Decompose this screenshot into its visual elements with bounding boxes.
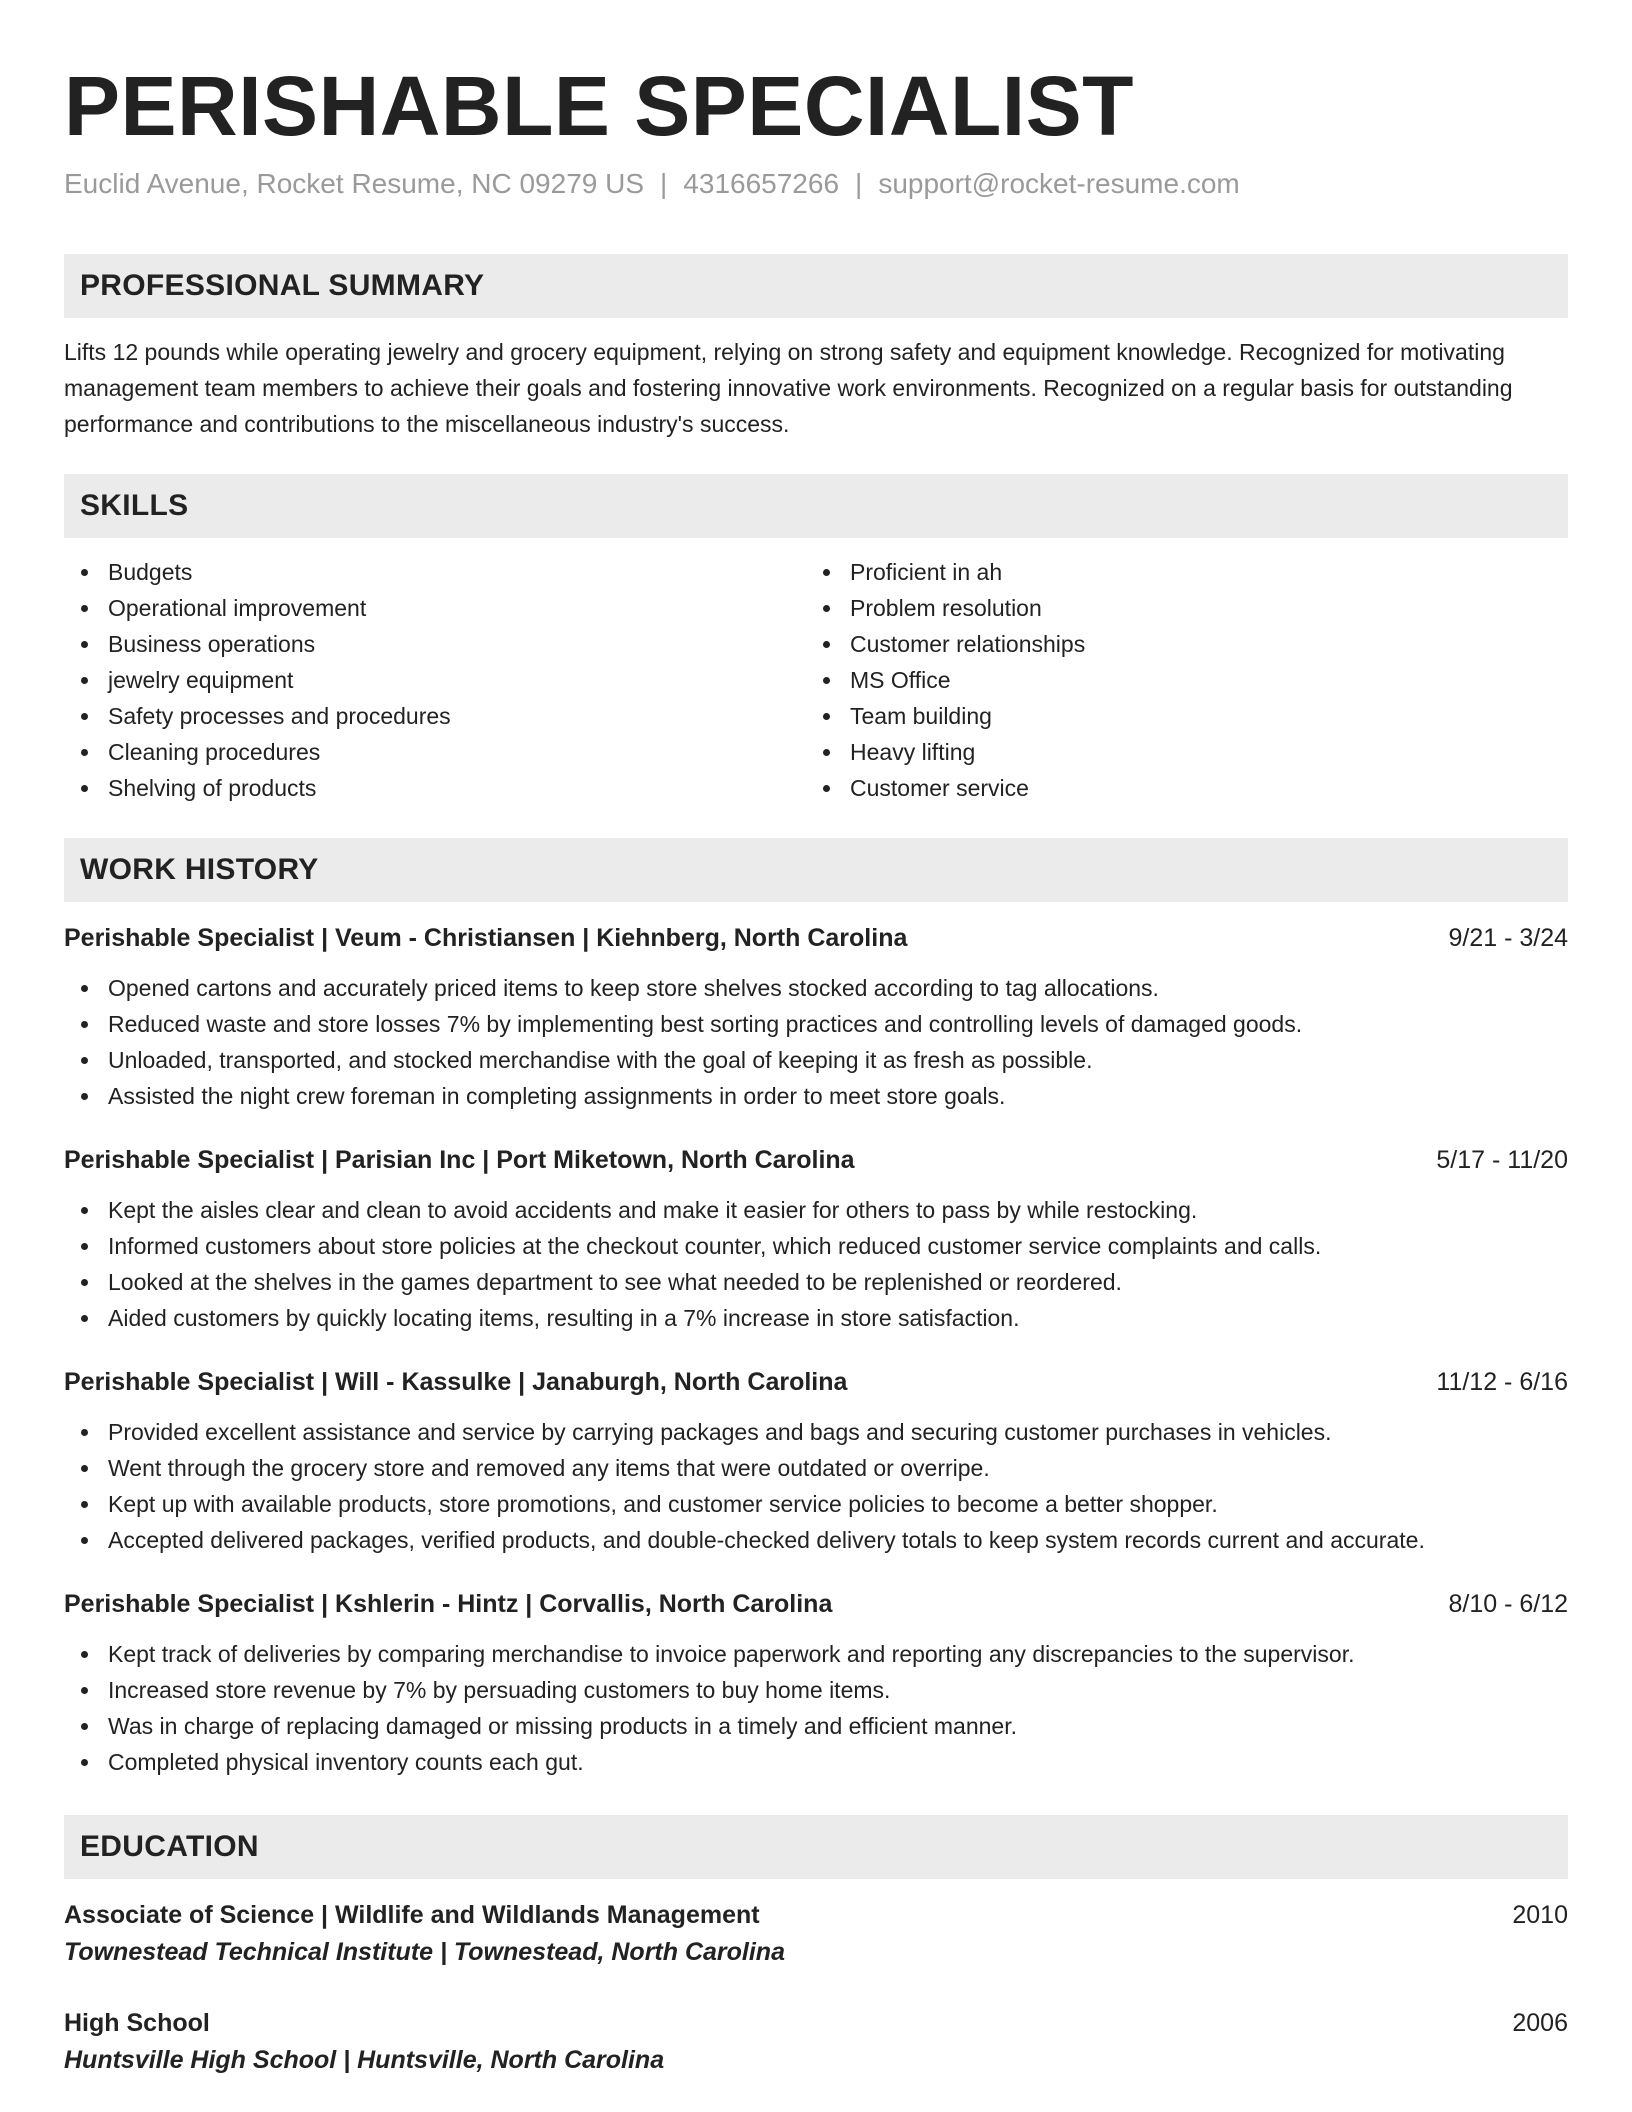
job-bullets xyxy=(64,970,1568,1114)
skill-item: Budgets xyxy=(64,554,806,590)
job-bullet: Reduced waste and store losses 7% by implementing best sorting practices and controlling levels of damaged goods. xyxy=(64,1006,1568,1042)
contact-address: Euclid Avenue, Rocket Resume, NC 09279 US xyxy=(64,168,645,199)
skill-item: Safety processes and procedures xyxy=(64,698,806,734)
education-entry xyxy=(64,1897,1568,1971)
job-bullet: Unloaded, transported, and stocked merchandise with the goal of keeping it as fresh as possible. xyxy=(64,1042,1568,1078)
job-bullets xyxy=(64,1636,1568,1780)
job-entry xyxy=(64,1364,1568,1558)
contact-separator: | xyxy=(660,168,668,199)
skill-item: Operational improvement xyxy=(64,590,806,626)
job-entry xyxy=(64,920,1568,1114)
education-header xyxy=(64,2005,1568,2041)
job-dates: 9/21 - 3/24 xyxy=(1448,924,1568,952)
job-bullet: Completed physical inventory counts each gut. xyxy=(64,1744,1568,1780)
education-year: 2010 xyxy=(1512,1901,1568,1929)
contact-phone: 4316657266 xyxy=(683,168,840,199)
section-title-summary: PROFESSIONAL SUMMARY xyxy=(64,254,1568,318)
skill-item: Team building xyxy=(806,698,1548,734)
education-header xyxy=(64,1897,1568,1933)
section-title-skills: SKILLS xyxy=(64,474,1568,538)
job-dates: 5/17 - 11/20 xyxy=(1436,1146,1568,1174)
job-header xyxy=(64,920,1568,956)
job-bullets xyxy=(64,1192,1568,1336)
summary-text: Lifts 12 pounds while operating jewelry and grocery equipment, relying on strong safety and equipment knowledge. Recognized for motivating management team members to achieve their goals and fostering innovative work environments. Recognized on a regular basis for outstanding performance and contributions to the miscellaneous industry's success. xyxy=(64,339,1513,437)
contact-separator: | xyxy=(855,168,863,199)
education-degree: High School xyxy=(64,2009,210,2037)
skill-item: jewelry equipment xyxy=(64,662,806,698)
job-bullet: Informed customers about store policies at the checkout counter, which reduced customer service complaints and calls. xyxy=(64,1228,1568,1264)
job-dates: 8/10 - 6/12 xyxy=(1448,1590,1568,1618)
job-bullets xyxy=(64,1414,1568,1558)
education-entry xyxy=(64,2005,1568,2079)
skill-item: Proficient in ah xyxy=(806,554,1548,590)
skill-item: Shelving of products xyxy=(64,770,806,806)
job-title: Perishable Specialist | Kshlerin - Hintz | Corvallis, North Carolina xyxy=(64,1590,833,1618)
skills-columns xyxy=(64,554,1568,806)
job-bullet: Kept up with available products, store promotions, and customer service policies to become a better shopper. xyxy=(64,1486,1568,1522)
job-entry xyxy=(64,1586,1568,1780)
job-bullet: Kept the aisles clear and clean to avoid accidents and make it easier for others to pass by while restocking. xyxy=(64,1192,1568,1228)
skills-list-right xyxy=(806,554,1548,806)
job-header xyxy=(64,1142,1568,1178)
skill-item: Customer relationships xyxy=(806,626,1548,662)
skill-item: Business operations xyxy=(64,626,806,662)
job-bullet: Looked at the shelves in the games department to see what needed to be replenished or reordered. xyxy=(64,1264,1568,1300)
job-bullet: Opened cartons and accurately priced items to keep store shelves stocked according to tag allocations. xyxy=(64,970,1568,1006)
section-title-education: EDUCATION xyxy=(64,1815,1568,1879)
job-bullet: Assisted the night crew foreman in completing assignments in order to meet store goals. xyxy=(64,1078,1568,1114)
job-entry xyxy=(64,1142,1568,1336)
job-bullet: Went through the grocery store and removed any items that were outdated or overripe. xyxy=(64,1450,1568,1486)
job-bullet: Provided excellent assistance and service by carrying packages and bags and securing customer purchases in vehicles. xyxy=(64,1414,1568,1450)
candidate-name: PERISHABLE SPECIALIST xyxy=(64,59,1134,153)
education-school: Huntsville High School | Huntsville, North Carolina xyxy=(64,2046,665,2074)
skills-list-left xyxy=(64,554,806,806)
skill-item: Heavy lifting xyxy=(806,734,1548,770)
skill-item: MS Office xyxy=(806,662,1548,698)
job-title: Perishable Specialist | Parisian Inc | Port Miketown, North Carolina xyxy=(64,1146,855,1174)
job-title: Perishable Specialist | Will - Kassulke | Janaburgh, North Carolina xyxy=(64,1368,848,1396)
skill-item: Customer service xyxy=(806,770,1548,806)
skill-item: Cleaning procedures xyxy=(64,734,806,770)
job-bullet: Aided customers by quickly locating items, resulting in a 7% increase in store satisfaction. xyxy=(64,1300,1568,1336)
skill-item: Problem resolution xyxy=(806,590,1548,626)
contact-email: support@rocket-resume.com xyxy=(878,168,1240,199)
education-school: Townestead Technical Institute | Townestead, North Carolina xyxy=(64,1938,785,1966)
job-header xyxy=(64,1586,1568,1622)
education-year: 2006 xyxy=(1512,2009,1568,2037)
job-title: Perishable Specialist | Veum - Christiansen | Kiehnberg, North Carolina xyxy=(64,924,908,952)
job-header xyxy=(64,1364,1568,1400)
contact-line xyxy=(64,166,1568,202)
job-bullet: Increased store revenue by 7% by persuading customers to buy home items. xyxy=(64,1672,1568,1708)
education-degree: Associate of Science | Wildlife and Wildlands Management xyxy=(64,1901,760,1929)
job-bullet: Accepted delivered packages, verified products, and double-checked delivery totals to keep system records current and accurate. xyxy=(64,1522,1568,1558)
job-dates: 11/12 - 6/16 xyxy=(1436,1368,1568,1396)
section-title-work-history: WORK HISTORY xyxy=(64,838,1568,902)
job-bullet: Kept track of deliveries by comparing merchandise to invoice paperwork and reporting any discrepancies to the supervisor. xyxy=(64,1636,1568,1672)
job-bullet: Was in charge of replacing damaged or missing products in a timely and efficient manner. xyxy=(64,1708,1568,1744)
